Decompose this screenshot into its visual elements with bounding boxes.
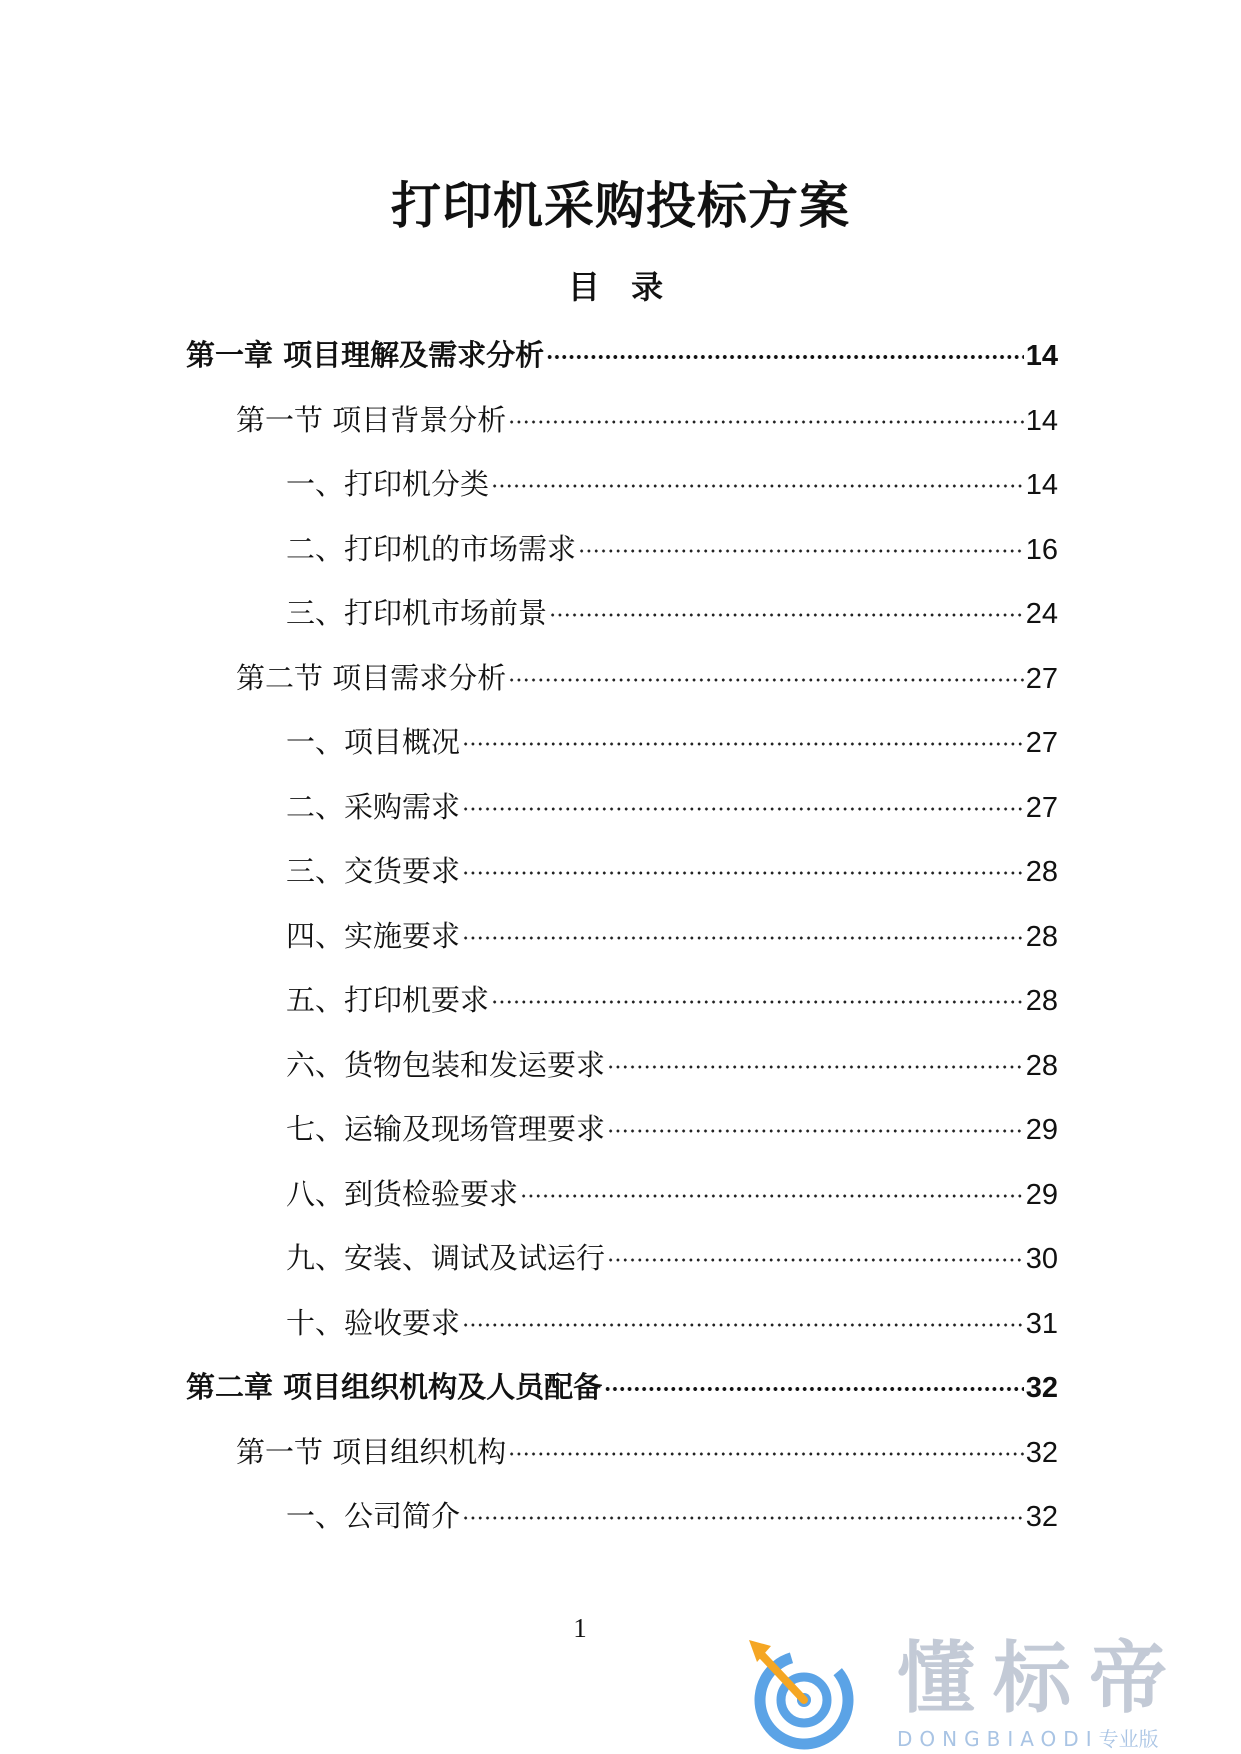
toc-entry[interactable] bbox=[186, 333, 1058, 377]
toc-dot-leader bbox=[462, 1516, 1024, 1520]
toc-entry-label: 第二章 项目组织机构及人员配备 bbox=[186, 1370, 603, 1404]
toc-entry[interactable] bbox=[286, 1301, 1058, 1345]
toc-entry-label: 一、公司简介 bbox=[286, 1499, 461, 1533]
toc-entry[interactable] bbox=[286, 1107, 1058, 1151]
toc-entry[interactable] bbox=[286, 591, 1058, 635]
toc-entry-page: 14 bbox=[1025, 405, 1058, 437]
toc-entry-label: 三、打印机市场前景 bbox=[286, 596, 548, 630]
toc-entry[interactable] bbox=[286, 785, 1058, 829]
toc-entry-label: 一、项目概况 bbox=[286, 725, 461, 759]
toc-entry[interactable] bbox=[236, 656, 1058, 700]
toc-entry-page: 28 bbox=[1025, 1050, 1058, 1082]
toc-dot-leader bbox=[607, 1129, 1024, 1133]
toc-dot-leader bbox=[462, 742, 1024, 746]
toc-dot-leader bbox=[546, 355, 1024, 359]
toc-dot-leader bbox=[462, 936, 1024, 940]
toc-entry-page: 28 bbox=[1025, 921, 1058, 953]
toc-entry-page: 29 bbox=[1025, 1179, 1058, 1211]
toc-dot-leader bbox=[508, 420, 1024, 424]
toc-entry[interactable] bbox=[286, 849, 1058, 893]
toc-entry-label: 第一章 项目理解及需求分析 bbox=[186, 338, 545, 372]
toc-entry[interactable] bbox=[286, 1043, 1058, 1087]
toc-entry-page: 31 bbox=[1025, 1308, 1058, 1340]
toc-dot-leader bbox=[491, 1000, 1024, 1004]
toc-dot-leader bbox=[604, 1387, 1024, 1391]
toc-dot-leader bbox=[508, 1452, 1024, 1456]
toc-entry[interactable] bbox=[236, 398, 1058, 442]
toc-entry-page: 14 bbox=[1025, 340, 1058, 372]
toc-entry-label: 八、到货检验要求 bbox=[286, 1177, 519, 1211]
toc-entry[interactable] bbox=[286, 1236, 1058, 1280]
toc-entry-page: 27 bbox=[1025, 792, 1058, 824]
toc-entry-label: 四、实施要求 bbox=[286, 919, 461, 953]
toc-entry-page: 27 bbox=[1025, 663, 1058, 695]
toc-entry-label: 第一节 项目组织机构 bbox=[236, 1435, 507, 1469]
toc-entry-label: 二、采购需求 bbox=[286, 790, 461, 824]
toc-entry-label: 三、交货要求 bbox=[286, 854, 461, 888]
watermark-brand-edition: 专业版 bbox=[1098, 1727, 1159, 1751]
toc-entry[interactable] bbox=[286, 978, 1058, 1022]
toc-dot-leader bbox=[520, 1194, 1024, 1198]
toc-entry-label: 七、运输及现场管理要求 bbox=[286, 1112, 606, 1146]
toc-dot-leader bbox=[462, 807, 1024, 811]
toc-dot-leader bbox=[491, 484, 1024, 488]
page-number: 1 bbox=[573, 1613, 587, 1643]
target-arrow-icon bbox=[745, 1634, 863, 1752]
toc-heading: 目 录 bbox=[567, 268, 674, 306]
toc-entry-page: 32 bbox=[1025, 1501, 1058, 1533]
toc-dot-leader bbox=[508, 678, 1024, 682]
toc-entry-label: 第二节 项目需求分析 bbox=[236, 661, 507, 695]
watermark bbox=[745, 1634, 1235, 1752]
toc-entry-label: 九、安装、调试及试运行 bbox=[286, 1241, 606, 1275]
watermark-brand-name: 懂标帝 bbox=[897, 1634, 1186, 1724]
watermark-brand-subtitle bbox=[897, 1726, 1159, 1752]
toc-dot-leader bbox=[607, 1258, 1024, 1262]
toc-entry-label: 六、货物包装和发运要求 bbox=[286, 1048, 606, 1082]
toc-dot-leader bbox=[607, 1065, 1024, 1069]
toc-entry-page: 32 bbox=[1025, 1437, 1058, 1469]
toc-entry[interactable] bbox=[286, 914, 1058, 958]
toc-dot-leader bbox=[462, 871, 1024, 875]
toc-entry-page: 28 bbox=[1025, 985, 1058, 1017]
watermark-brand-latin: DONGBIAODI bbox=[897, 1727, 1099, 1751]
toc-entry[interactable] bbox=[286, 1494, 1058, 1538]
toc-entry[interactable] bbox=[186, 1365, 1058, 1409]
toc-dot-leader bbox=[462, 1323, 1024, 1327]
toc-entry[interactable] bbox=[286, 462, 1058, 506]
toc-entry-label: 五、打印机要求 bbox=[286, 983, 490, 1017]
toc-dot-leader bbox=[549, 613, 1024, 617]
toc-entry-label: 二、打印机的市场需求 bbox=[286, 532, 577, 566]
toc-entry-page: 30 bbox=[1025, 1243, 1058, 1275]
toc-entry[interactable] bbox=[286, 720, 1058, 764]
toc-entry[interactable] bbox=[236, 1430, 1058, 1474]
toc-entry-page: 27 bbox=[1025, 727, 1058, 759]
toc-entry-label: 十、验收要求 bbox=[286, 1306, 461, 1340]
toc-entry-label: 第一节 项目背景分析 bbox=[236, 403, 507, 437]
toc-dot-leader bbox=[578, 549, 1024, 553]
toc-entry-page: 24 bbox=[1025, 598, 1058, 630]
toc-entry-page: 29 bbox=[1025, 1114, 1058, 1146]
toc-entry[interactable] bbox=[286, 1172, 1058, 1216]
toc-entry-page: 28 bbox=[1025, 856, 1058, 888]
toc-entry-page: 16 bbox=[1025, 534, 1058, 566]
toc-entry-page: 14 bbox=[1025, 469, 1058, 501]
toc-entry-label: 一、打印机分类 bbox=[286, 467, 490, 501]
toc-entry[interactable] bbox=[286, 527, 1058, 571]
document-title: 打印机采购投标方案 bbox=[391, 177, 850, 235]
toc-entry-page: 32 bbox=[1025, 1372, 1058, 1404]
